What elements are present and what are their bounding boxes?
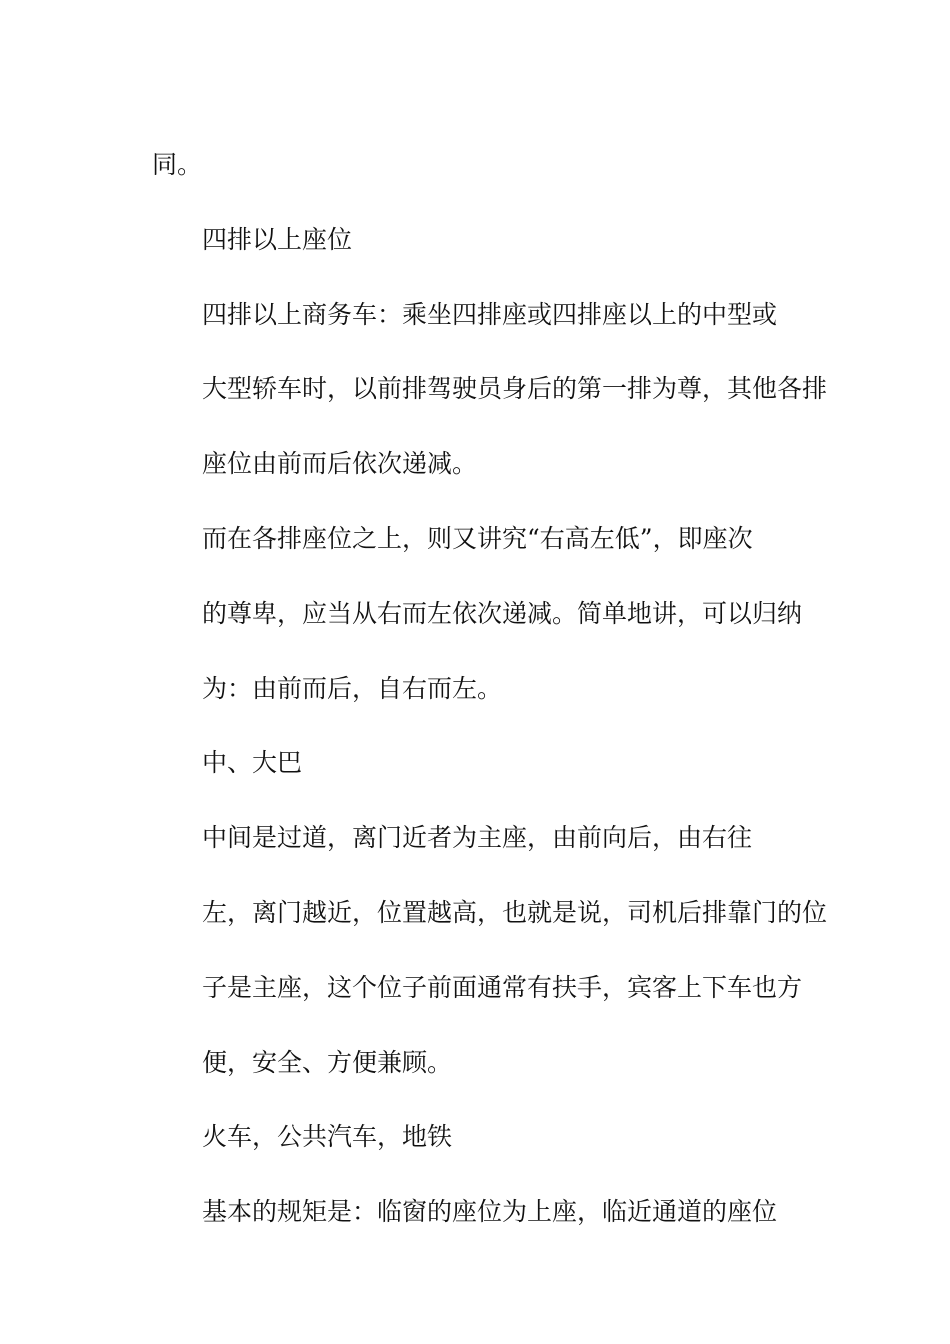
- text-line: 大型轿车时，以前排驾驶员身后的第一排为尊，其他各排: [202, 374, 828, 404]
- paragraph-four-row-business-car: [152, 278, 828, 502]
- document-body: [152, 128, 828, 1250]
- text-line: 同。: [152, 150, 203, 179]
- paragraph-bus-seating: [152, 801, 828, 1100]
- text-line: 子是主座，这个位子前面通常有扶手，宾客上下车也方: [202, 972, 803, 1002]
- paragraph-basic-rules: [152, 1175, 792, 1250]
- text-line: 中间是过道，离门近者为主座，由前向后，由右往: [202, 823, 753, 853]
- text-line: 基本的规矩是：临窗的座位为上座，临近通道的座位: [202, 1197, 778, 1227]
- text-line: 中、大巴: [202, 748, 303, 778]
- heading-medium-large-bus: [152, 726, 792, 801]
- heading-four-rows-seats: [152, 203, 792, 278]
- text-line: 座位由前而后依次递减。: [202, 449, 478, 479]
- text-line: 便，安全、方便兼顾。: [202, 1047, 453, 1077]
- paragraph-right-high-left-low: [152, 502, 803, 726]
- heading-train-bus-subway: [152, 1100, 792, 1175]
- text-line: 的尊卑，应当从右而左依次递减。简单地讲，可以归纳: [202, 598, 803, 628]
- text-line: 火车，公共汽车，地铁: [202, 1122, 453, 1152]
- text-line: 为：由前而后，自右而左。: [202, 673, 503, 703]
- text-line: 四排以上商务车：乘坐四排座或四排座以上的中型或: [202, 299, 778, 329]
- text-line: 而在各排座位之上，则又讲究“右高左低”，即座次: [202, 523, 753, 553]
- text-line: 左，离门越近，位置越高，也就是说，司机后排靠门的位: [202, 897, 828, 927]
- text-line: 四排以上座位: [202, 224, 353, 254]
- paragraph-continuation: [152, 128, 792, 203]
